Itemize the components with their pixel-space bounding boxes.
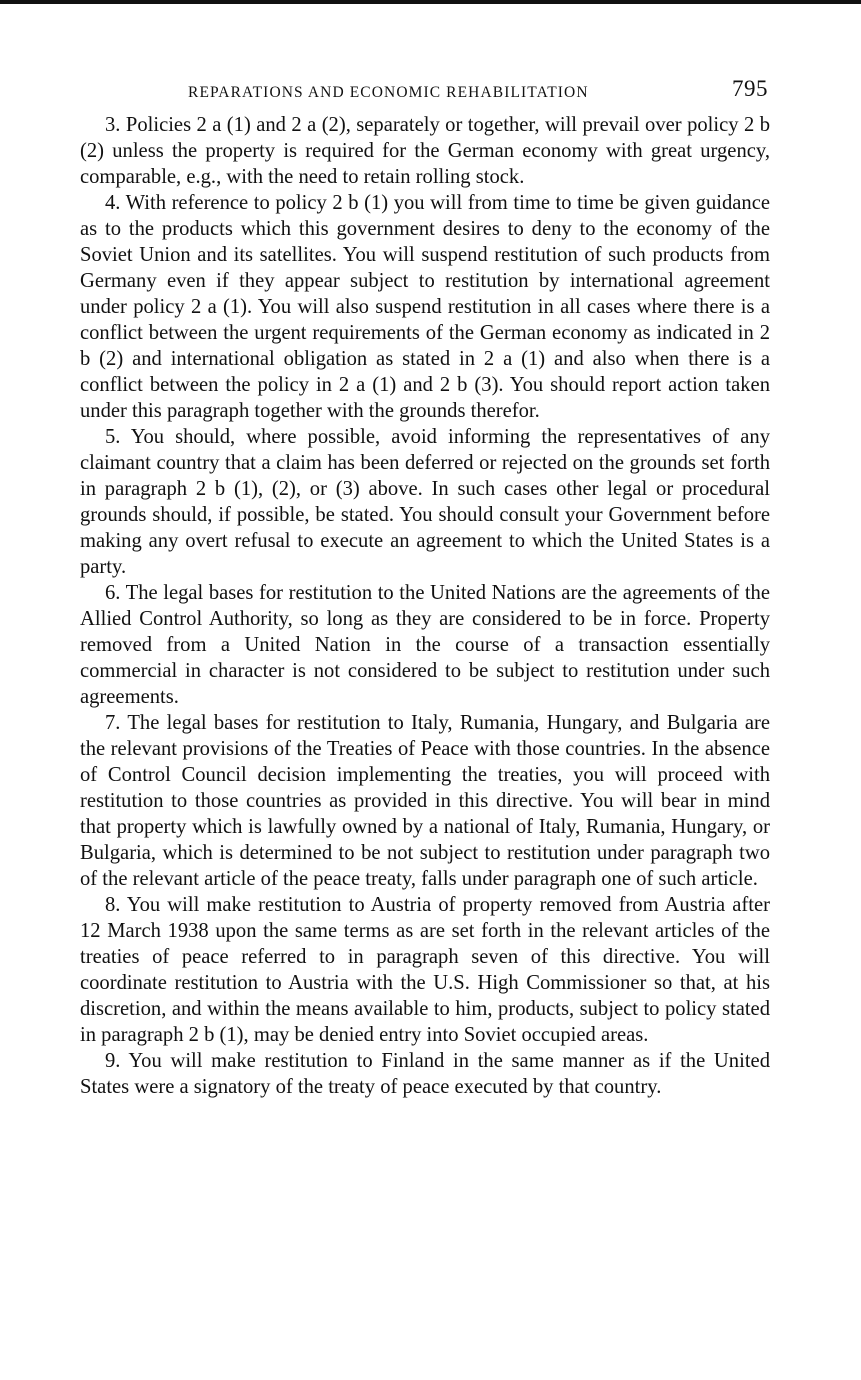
paragraph-7: 7. The legal bases for restitution to Italy, Rumania, Hungary, and Bulgaria are the relevant provisions of the Treaties of Peace with those countries. In the absence of Control Council decision implementing the treaties, you will proceed with restitution to those countries as provided in this directive. You will bear in mind that property which is lawfully owned by a national of Italy, Rumania, Hungary, or Bulgaria, which is determined to be not subject to restitution under paragraph two of the relevant article of the peace treaty, falls under paragraph one of such article. (80, 712, 770, 890)
page-top-rule (0, 0, 861, 4)
body-text (80, 112, 770, 1100)
running-title: REPARATIONS AND ECONOMIC REHABILITATION (188, 84, 589, 101)
document-page (80, 72, 770, 1100)
page-number: 795 (732, 76, 768, 101)
paragraph-4: 4. With reference to policy 2 b (1) you will from time to time be given guidance as to the products which this government desires to deny to the economy of the Soviet Union and its satellites. You will suspend restitution of such products from Germany even if they appear subject to restitution by international agreement under policy 2 a (1). You will also suspend restitution in all cases where there is a conflict between the urgent requirements of the German economy as indicated in 2 b (2) and international obligation as stated in 2 a (1) and also when there is a conflict between the policy in 2 a (1) and 2 b (3). You should report action taken under this paragraph together with the grounds therefor. (80, 192, 770, 422)
paragraph-6: 6. The legal bases for restitution to the United Nations are the agreements of the Allied Control Authority, so long as they are considered to be in force. Property removed from a United Nation in the course of a transaction essentially commercial in character is not considered to be subject to restitution under such agreements. (80, 582, 770, 708)
paragraph-5: 5. You should, where possible, avoid informing the representatives of any claimant country that a claim has been deferred or rejected on the grounds set forth in paragraph 2 b (1), (2), or (3) above. In such cases other legal or procedural grounds should, if possible, be stated. You should consult your Government before making any overt refusal to execute an agreement to which the United States is a party. (80, 426, 770, 578)
page-header (80, 72, 770, 112)
paragraph-3: 3. Policies 2 a (1) and 2 a (2), separately or together, will prevail over policy 2 b (2) unless the property is required for the German economy with great urgency, comparable, e.g., with the need to retain rolling stock. (80, 114, 770, 188)
paragraph-9: 9. You will make restitution to Finland in the same manner as if the United States were a signatory of the treaty of peace executed by that country. (80, 1050, 770, 1098)
paragraph-8: 8. You will make restitution to Austria of property removed from Austria after 12 March 1938 upon the same terms as are set forth in the relevant articles of the treaties of peace referred to in paragraph seven of this directive. You will coordinate restitution to Austria with the U.S. High Commissioner so that, at his discretion, and within the means available to him, products, subject to policy stated in paragraph 2 b (1), may be denied entry into Soviet occupied areas. (80, 894, 770, 1046)
